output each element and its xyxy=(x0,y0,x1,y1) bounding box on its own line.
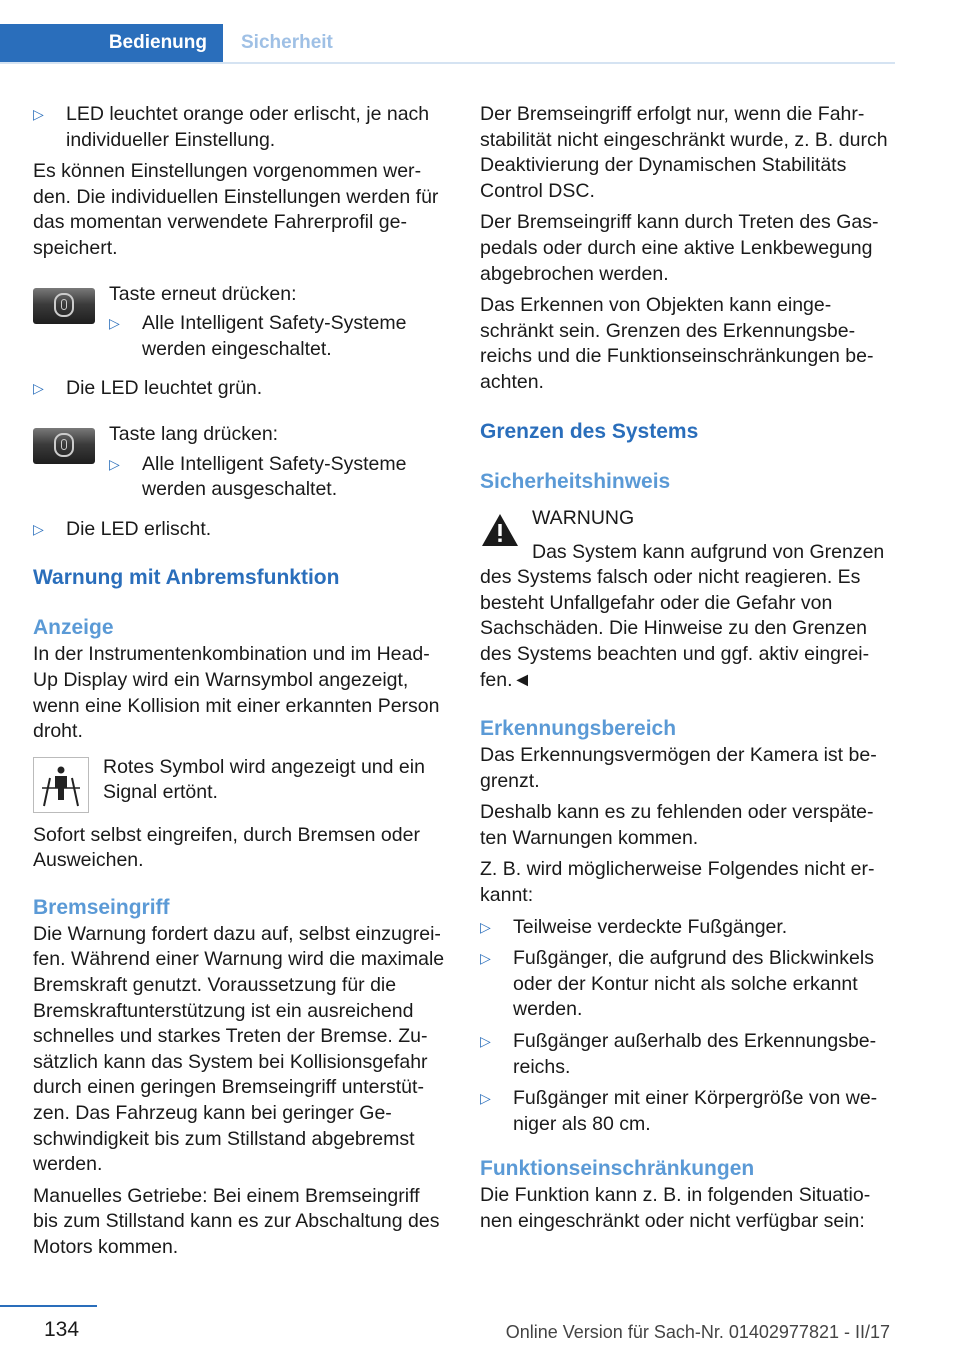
paragraph: Sofort selbst eingreifen, durch Bremsen oder Ausweichen. xyxy=(33,823,420,872)
right-column xyxy=(480,102,888,1241)
paragraph: Es können Einstellungen vorgenommen werden. Die individuellen Einstellungen werden für das momentan verwendete Fahrerprofil gespeichert. xyxy=(33,160,439,259)
section-heading: Grenzen des Systems xyxy=(480,419,699,443)
list-item: ▷ Fußgänger, die aufgrund des Blickwinkels oder der Kontur nicht als solche erkannt werden. xyxy=(480,947,874,1021)
warning-title: WARNUNG xyxy=(532,506,635,529)
paragraph: Manuelles Getriebe: Bei einem Bremseingriff bis zum Stillstand kann es zur Abschaltung des Motors kommen. xyxy=(33,1184,440,1258)
paragraph: Die Warnung fordert dazu auf, selbst einzugreifen. Während einer Warnung wird die maximale Bremskraft genutzt. Voraussetzung für die Bremskraftunterstützung ist ein ausreichend schnelles und starkes Treten der Bremse. Zusätzlich kann das System bei Kollisionsgefahr durch einen geringen Bremseingriff unterstützen. Das Fahrzeug kann bei geringer Geschwindigkeit bis zum Stillstand abgebremst werden. xyxy=(33,922,445,1176)
paragraph: Die Funktion kann z. B. in folgenden Situationen eingeschränkt oder nicht verfügbar sein: xyxy=(480,1184,871,1232)
header-tabs xyxy=(0,24,895,64)
section-heading: Warnung mit Anbremsfunktion xyxy=(33,566,340,590)
paragraph: Z. B. wird möglicherweise Folgendes nicht erkannt: xyxy=(480,858,875,907)
tab-sicherheit[interactable]: Sicherheit xyxy=(241,32,333,53)
subsection-heading: Erkennungsbereich xyxy=(480,717,677,741)
symbol-text: Rotes Symbol wird angezeigt und ein Signal ertönt. xyxy=(103,755,425,804)
warning-text: Das System kann aufgrund von Grenzen des Systems falsch oder nicht reagieren. Es besteht Unfallgefahr oder die Gefahr von Sachschäden. Die Hinweise zu den Grenzen des Systems beachten und ggf. aktiv eingreifen.◄ xyxy=(480,540,885,691)
bullet-icon: ▷ xyxy=(480,1090,491,1107)
list-item: ▷ Fußgänger mit einer Körpergröße von weniger als 80 cm. xyxy=(480,1087,878,1135)
paragraph: Deshalb kann es zu fehlenden oder verspäteten Warnungen kommen. xyxy=(480,801,874,849)
button-instruction xyxy=(33,422,448,503)
paragraph: In der Instrumentenkombination und im Head-Up Display wird ein Warnsymbol angezeigt, wenn eine Kollision mit einer erkannten Person droht. xyxy=(33,643,440,743)
subsection-heading: Bremseingriff xyxy=(33,895,170,919)
instruction-text: Taste erneut drücken: xyxy=(109,282,297,305)
pedestrian-warning-icon xyxy=(33,757,89,813)
list-item: ▷ Die LED erlischt. xyxy=(33,517,448,543)
left-column xyxy=(33,102,448,1267)
bullet-icon: ▷ xyxy=(109,455,120,472)
subsection-heading: Funktionseinschränkungen xyxy=(480,1157,755,1181)
footer-text: Online Version für Sach-Nr. 01402977821 - II/17 xyxy=(505,1322,890,1342)
bullet-icon: ▷ xyxy=(33,520,44,537)
paragraph: Der Bremseingriff kann durch Treten des Gaspedals oder durch eine aktive Lenkbewegung abgebrochen werden. xyxy=(480,211,879,285)
list-item: ▷ Alle Intelligent Safety-Systeme werden eingeschaltet. xyxy=(109,312,407,360)
subsection-heading: Anzeige xyxy=(33,616,114,640)
page-number: 134 xyxy=(44,1318,80,1341)
bullet-icon: ▷ xyxy=(33,380,44,397)
instruction-text: Taste lang drücken: xyxy=(109,422,279,445)
bullet-icon: ▷ xyxy=(33,106,44,122)
bullet-icon: ▷ xyxy=(480,950,491,967)
bullet-icon: ▷ xyxy=(480,1033,491,1050)
button-instruction xyxy=(33,282,448,363)
paragraph: Das Erkennungsvermögen der Kamera ist begrenzt. xyxy=(480,744,877,792)
list-item: ▷ LED leuchtet orange oder erlischt, je nach individueller Einstellung. xyxy=(33,103,430,151)
paragraph: Das Erkennen von Objekten kann eingeschränkt sein. Grenzen des Erkennungsbereichs und die Funktionseinschränkungen beachten. xyxy=(480,294,874,393)
list-item: ▷ Teilweise verdeckte Fußgänger. xyxy=(480,915,888,941)
bullet-icon: ▷ xyxy=(109,315,120,332)
intelligent-safety-button-icon xyxy=(33,288,95,324)
list-item: ▷ Alle Intelligent Safety-Systeme werden ausgeschaltet. xyxy=(109,452,407,501)
bullet-icon: ▷ xyxy=(480,918,491,935)
subsection-heading: Sicherheitshinweis xyxy=(480,469,671,493)
warning-triangle-icon xyxy=(480,512,520,548)
symbol-description xyxy=(33,755,448,813)
paragraph: Der Bremseingriff erfolgt nur, wenn die Fahrstabilität nicht eingeschränkt wurde, z. B. durch Deaktivierung der Dynamischen Stabilitäts Control DSC. xyxy=(480,103,888,202)
list-item: ▷ Fußgänger außerhalb des Erkennungsbereichs. xyxy=(480,1030,877,1078)
intelligent-safety-button-icon xyxy=(33,428,95,464)
tab-bedienung[interactable]: Bedienung xyxy=(0,24,223,62)
warning-box xyxy=(480,506,888,694)
list-item: ▷ Die LED leuchtet grün. xyxy=(33,376,448,402)
footer-divider xyxy=(0,1305,97,1307)
